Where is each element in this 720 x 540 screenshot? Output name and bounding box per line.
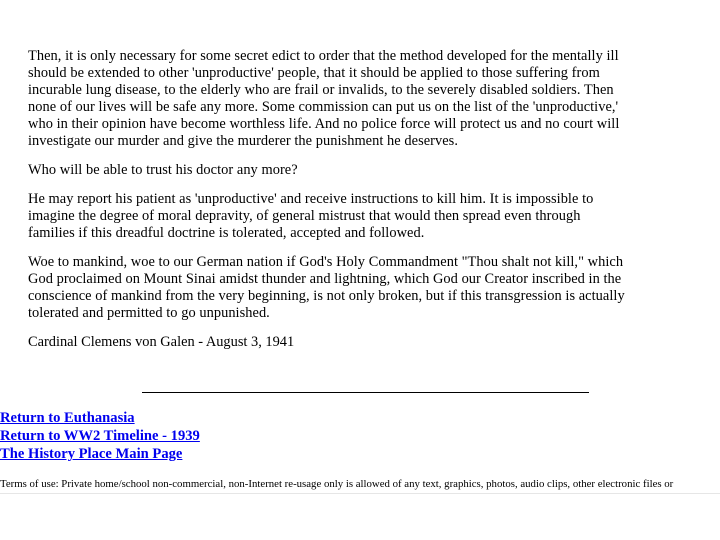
link-history-place-main-page[interactable]: The History Place Main Page bbox=[0, 446, 183, 462]
text-line: God proclaimed on Mount Sinai amidst thunder and lightning, which God our Creator inscribed in the bbox=[28, 271, 622, 287]
text-line: conscience of mankind from the very beginning, is not only broken, but if this transgression is actually bbox=[28, 288, 625, 304]
paragraph-trust-doctor bbox=[28, 162, 700, 179]
paragraph-woe-to-mankind bbox=[28, 254, 700, 322]
page-bottom-divider bbox=[0, 493, 720, 494]
text-line: none of our lives will be safe any more. Some commission can put us on the list of the 'unproductive,' bbox=[28, 99, 619, 115]
text-line: Then, it is only necessary for some secret edict to order that the method developed for the mentally ill bbox=[28, 48, 619, 64]
text-line: families if this dreadful doctrine is tolerated, accepted and followed. bbox=[28, 225, 425, 241]
text-line: who in their opinion have become worthless life. And no police force will protect us and no court will bbox=[28, 116, 620, 132]
text-line: Who will be able to trust his doctor any more? bbox=[28, 162, 298, 178]
text-line: Woe to mankind, woe to our German nation if God's Holy Commandment "Thou shalt not kill," which bbox=[28, 254, 624, 270]
signature: Cardinal Clemens von Galen - August 3, 1941 bbox=[28, 334, 295, 350]
text-line: He may report his patient as 'unproductive' and receive instructions to kill him. It is impossible to bbox=[28, 191, 594, 207]
paragraph-moral-depravity bbox=[28, 191, 700, 242]
text-line: should be extended to other 'unproductive' people, that it should be applied to those suffering from bbox=[28, 65, 600, 81]
text-line: tolerated and permitted to go unpunished. bbox=[28, 305, 270, 321]
terms-of-use: Terms of use: Private home/school non-commercial, non-Internet re-usage only is allowed of any text, graphics, photos, audio clips, other electronic files or bbox=[0, 478, 674, 490]
text-line: investigate our murder and give the murderer the punishment he deserves. bbox=[28, 133, 458, 149]
paragraph-secret-edict bbox=[28, 48, 700, 150]
link-return-to-ww2-timeline[interactable]: Return to WW2 Timeline - 1939 bbox=[0, 428, 200, 444]
text-line: imagine the degree of moral depravity, of general mistrust that would then spread even through bbox=[28, 208, 581, 224]
navigation-links bbox=[0, 409, 200, 463]
link-return-to-euthanasia[interactable]: Return to Euthanasia bbox=[0, 410, 135, 426]
horizontal-divider bbox=[142, 392, 589, 393]
text-line: incurable lung disease, to the elderly who are frail or invalids, to the severely disabled soldiers. Then bbox=[28, 82, 614, 98]
article-body bbox=[28, 48, 700, 351]
